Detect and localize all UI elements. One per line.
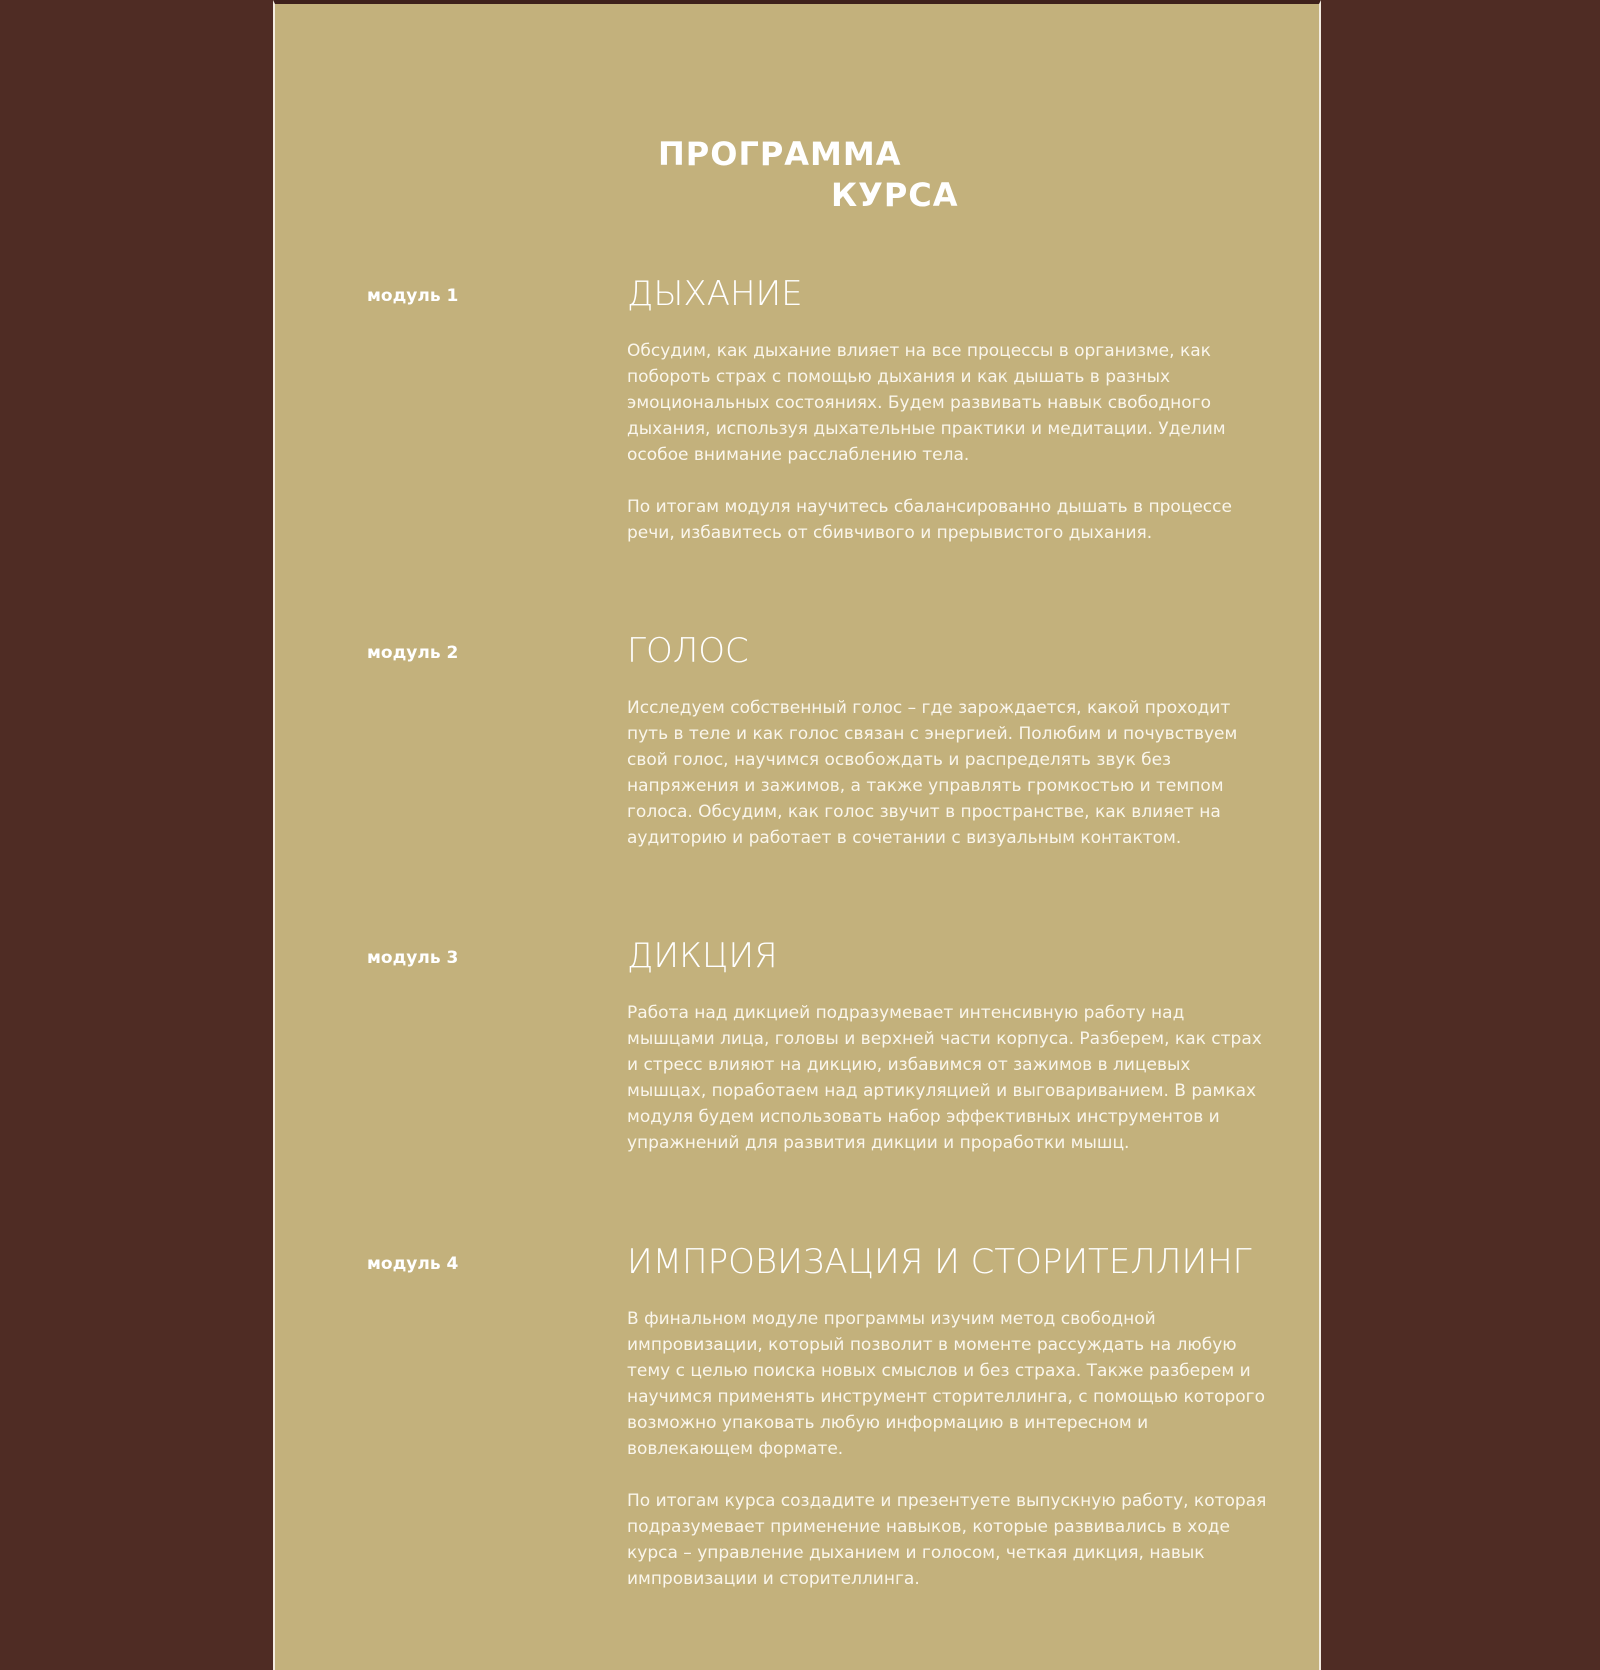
course-program-panel: [273, 0, 1321, 1670]
page-title-line-2: КУРСА: [831, 176, 959, 214]
module-content: [627, 629, 1267, 851]
module-title: ИМПРОВИЗАЦИЯ И СТОРИТЕЛЛИНГ: [627, 1242, 1252, 1282]
module-label: модуль 3: [367, 948, 459, 968]
module-body: [627, 1306, 1267, 1592]
module-title: ДИКЦИЯ: [627, 936, 778, 976]
module-content: [627, 1240, 1267, 1592]
module-paragraph: В финальном модуле программы изучим метод свободной импровизации, который позволит в моменте рассуждать на любую тему с целью поиска новых смыслов и без страха. Также разберем и научимся применять инструмент сторителлинга, с помощью которого возможно упаковать любую информацию в интересном и вовлекающем формате.: [627, 1309, 1265, 1459]
module-body: [627, 1000, 1267, 1156]
module-title: ГОЛОС: [627, 631, 749, 671]
module-paragraph: Исследуем собственный голос – где зарождается, какой проходит путь в теле и как голос связан с энергией. Полюбим и почувствуем свой голос, научимся освобождать и распределять звук без напряжения и зажимов, а также управлять громкостью и темпом голоса. Обсудим, как голос звучит в пространстве, как влияет на аудиторию и работает в сочетании с визуальным контактом.: [627, 698, 1238, 848]
module-paragraph: Обсудим, как дыхание влияет на все процессы в организме, как побороть страх с помощью дыхания и как дышать в разных эмоциональных состояниях. Будем развивать навык свободного дыхания, используя дыхательные практики и медитации. Уделим особое внимание расслаблению тела.: [627, 341, 1226, 465]
module-paragraph: По итогам модуля научитесь сбалансированно дышать в процессе речи, избавитесь от сбивчивого и прерывистого дыхания.: [627, 497, 1232, 543]
module-label: модуль 1: [367, 286, 459, 306]
page-title-line-1: ПРОГРАММА: [658, 135, 902, 173]
module-paragraph: Работа над дикцией подразумевает интенсивную работу над мышцами лица, головы и верхней части корпуса. Разберем, как страх и стресс влияют на дикцию, избавимся от зажимов в лицевых мышцах, поработаем над артикуляцией и выговариванием. В рамках модуля будем использовать набор эффективных инструментов и упражнений для развития дикции и проработки мышц.: [627, 1003, 1262, 1153]
module-title: ДЫХАНИЕ: [627, 274, 803, 314]
module-body: [627, 338, 1267, 546]
module-body: [627, 695, 1267, 851]
module-label: модуль 4: [367, 1254, 459, 1274]
module-content: [627, 934, 1267, 1156]
module-content: [627, 272, 1267, 546]
module-paragraph: По итогам курса создадите и презентуете выпускную работу, которая подразумевает применение навыков, которые развивались в ходе курса – управление дыханием и голосом, четкая дикция, навык импровизации и сторителлинга.: [627, 1491, 1267, 1589]
module-label: модуль 2: [367, 643, 459, 663]
